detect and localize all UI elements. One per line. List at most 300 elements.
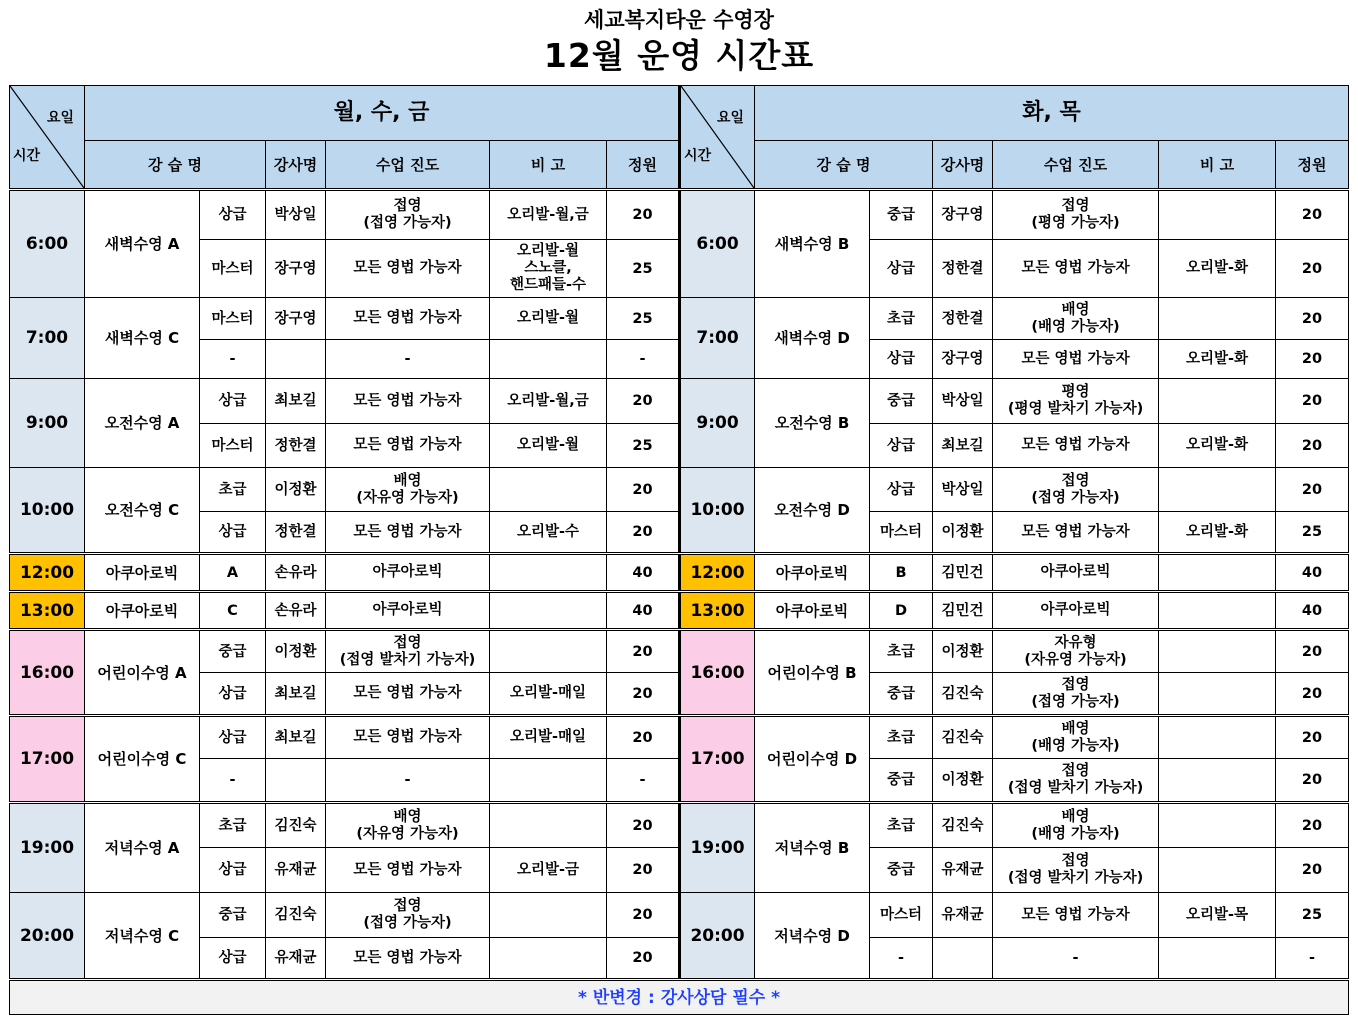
capacity-cell: 25 bbox=[607, 424, 680, 468]
schedule-row bbox=[10, 190, 1349, 240]
instructor-name: 김진숙 bbox=[933, 716, 993, 759]
class-level: 상급 bbox=[200, 716, 266, 759]
schedule-row bbox=[10, 592, 1349, 630]
text-line: 스노클, bbox=[524, 260, 572, 276]
class-name: 저녁수영 D bbox=[755, 893, 870, 980]
progress-cell bbox=[326, 848, 490, 893]
note-cell bbox=[490, 554, 607, 592]
capacity-cell: 20 bbox=[1276, 340, 1349, 379]
progress-cell bbox=[326, 340, 490, 379]
text-line: 오리발-화 bbox=[1185, 523, 1249, 540]
class-level: 상급 bbox=[870, 340, 933, 379]
text-line: - bbox=[404, 771, 411, 788]
capacity-cell: 25 bbox=[607, 240, 680, 298]
text-line: (접영 가능자) bbox=[1031, 693, 1120, 710]
progress-cell bbox=[993, 340, 1159, 379]
class-level: 상급 bbox=[200, 938, 266, 980]
corner-time-label: 시간 bbox=[684, 148, 712, 164]
text-line: 모든 영법 가능자 bbox=[353, 523, 462, 540]
note-cell bbox=[490, 673, 607, 716]
schedule-row bbox=[10, 468, 1349, 512]
time-slot: 19:00 bbox=[680, 803, 755, 893]
text-line: 오리발-월 bbox=[516, 310, 580, 326]
class-name: 오전수영 B bbox=[755, 379, 870, 468]
capacity-cell: 20 bbox=[607, 379, 680, 424]
class-level: A bbox=[200, 554, 266, 592]
corner-time-label: 시간 bbox=[13, 148, 41, 164]
instructor-name: 정한결 bbox=[933, 298, 993, 340]
instructor-name: 이정환 bbox=[266, 630, 326, 673]
time-slot: 17:00 bbox=[10, 716, 85, 803]
note-cell bbox=[490, 893, 607, 938]
note-cell bbox=[1159, 848, 1276, 893]
note-cell bbox=[490, 240, 607, 298]
instructor-name: 김진숙 bbox=[933, 673, 993, 716]
progress-cell bbox=[993, 630, 1159, 673]
progress-cell bbox=[993, 190, 1159, 240]
progress-cell bbox=[326, 938, 490, 980]
instructor-name: 최보길 bbox=[266, 379, 326, 424]
capacity-cell: 20 bbox=[607, 893, 680, 938]
corner-day-label: 요일 bbox=[716, 110, 745, 126]
capacity-cell: 20 bbox=[1276, 240, 1349, 298]
time-slot: 20:00 bbox=[680, 893, 755, 980]
schedule-row bbox=[10, 340, 1349, 379]
class-level: 상급 bbox=[200, 848, 266, 893]
text-line: 오리발-월,금 bbox=[507, 206, 589, 223]
class-name: 새벽수영 A bbox=[85, 190, 200, 298]
text-line: (평영 가능자) bbox=[1031, 215, 1120, 231]
progress-cell bbox=[326, 190, 490, 240]
note-cell bbox=[1159, 240, 1276, 298]
text-line: 접영 bbox=[1061, 763, 1090, 779]
schedule-row bbox=[10, 673, 1349, 716]
timetable bbox=[9, 85, 1349, 1015]
capacity-cell: 20 bbox=[607, 468, 680, 512]
capacity-cell: - bbox=[607, 759, 680, 803]
progress-cell bbox=[993, 512, 1159, 554]
schedule-row bbox=[10, 803, 1349, 848]
class-name: 어린이수영 D bbox=[755, 716, 870, 803]
schedule-row bbox=[10, 379, 1349, 424]
class-level: 중급 bbox=[870, 379, 933, 424]
class-name: 저녁수영 B bbox=[755, 803, 870, 893]
class-name: 어린이수영 A bbox=[85, 630, 200, 716]
progress-cell bbox=[326, 554, 490, 592]
text-line: (접영 발차기 가능자) bbox=[1007, 870, 1144, 886]
instructor-name: 정한결 bbox=[266, 424, 326, 468]
note-cell bbox=[490, 592, 607, 630]
capacity-cell: 25 bbox=[607, 298, 680, 340]
note-cell bbox=[1159, 803, 1276, 848]
text-line: 아쿠아로빅 bbox=[372, 564, 443, 580]
text-line: 오리발-매일 bbox=[509, 729, 587, 745]
class-name: 어린이수영 B bbox=[755, 630, 870, 716]
progress-cell bbox=[993, 759, 1159, 803]
note-cell bbox=[490, 759, 607, 803]
schedule-row bbox=[10, 848, 1349, 893]
capacity-cell: 20 bbox=[1276, 848, 1349, 893]
class-level: 마스터 bbox=[870, 893, 933, 938]
text-line: - bbox=[1072, 949, 1079, 966]
days-header-mon-wed-fri: 월, 수, 금 bbox=[85, 86, 680, 141]
schedule-row bbox=[10, 759, 1349, 803]
class-level: 중급 bbox=[870, 759, 933, 803]
class-name: 아쿠아로빅 bbox=[755, 592, 870, 630]
note-cell bbox=[490, 716, 607, 759]
schedule-row bbox=[10, 630, 1349, 673]
class-level: 초급 bbox=[870, 298, 933, 340]
progress-cell bbox=[993, 938, 1159, 980]
text-line: 오리발-목 bbox=[1185, 906, 1249, 923]
instructor-name: 장구영 bbox=[933, 190, 993, 240]
capacity-cell: 20 bbox=[1276, 673, 1349, 716]
note-cell bbox=[490, 848, 607, 893]
corner-header-left bbox=[10, 86, 85, 190]
col-header-instructor: 강사명 bbox=[266, 141, 326, 190]
class-name: 저녁수영 C bbox=[85, 893, 200, 980]
note-cell bbox=[490, 468, 607, 512]
class-name: 새벽수영 D bbox=[755, 298, 870, 379]
time-slot: 16:00 bbox=[10, 630, 85, 716]
instructor-name: 이정환 bbox=[933, 630, 993, 673]
instructor-name: 장구영 bbox=[266, 298, 326, 340]
instructor-name: 이정환 bbox=[933, 759, 993, 803]
class-level: 상급 bbox=[870, 424, 933, 468]
time-slot: 13:00 bbox=[10, 592, 85, 630]
note-cell bbox=[1159, 340, 1276, 379]
class-level: 마스터 bbox=[200, 240, 266, 298]
capacity-cell: 20 bbox=[607, 512, 680, 554]
class-level: 상급 bbox=[200, 512, 266, 554]
col-header-progress: 수업 진도 bbox=[326, 141, 490, 190]
time-slot: 7:00 bbox=[10, 298, 85, 379]
text-line: (접영 가능자) bbox=[1031, 489, 1120, 506]
text-line: 접영 bbox=[1061, 853, 1090, 869]
capacity-cell: 40 bbox=[607, 554, 680, 592]
schedule-row bbox=[10, 240, 1349, 298]
note-cell bbox=[490, 379, 607, 424]
text-line: 모든 영법 가능자 bbox=[353, 729, 462, 745]
text-line: 아쿠아로빅 bbox=[1040, 564, 1111, 580]
instructor-name: 최보길 bbox=[933, 424, 993, 468]
note-cell bbox=[1159, 759, 1276, 803]
text-line: 모든 영법 가능자 bbox=[353, 437, 462, 453]
note-cell bbox=[1159, 673, 1276, 716]
class-level: 초급 bbox=[870, 716, 933, 759]
text-line: 오리발-수 bbox=[516, 523, 580, 540]
text-line: (접영 가능자) bbox=[363, 915, 452, 931]
instructor-name: 손유라 bbox=[266, 554, 326, 592]
capacity-cell: 20 bbox=[607, 673, 680, 716]
col-header-note: 비 고 bbox=[1159, 141, 1276, 190]
instructor-name: 이정환 bbox=[933, 512, 993, 554]
class-level: 초급 bbox=[200, 803, 266, 848]
class-level: C bbox=[200, 592, 266, 630]
progress-cell bbox=[326, 468, 490, 512]
instructor-name: 김진숙 bbox=[266, 893, 326, 938]
schedule-row bbox=[10, 424, 1349, 468]
note-cell bbox=[1159, 554, 1276, 592]
text-line: 모든 영법 가능자 bbox=[353, 392, 462, 409]
text-line: - bbox=[404, 350, 411, 367]
note-cell bbox=[490, 340, 607, 379]
schedule-row bbox=[10, 893, 1349, 938]
schedule-row bbox=[10, 716, 1349, 759]
progress-cell bbox=[326, 592, 490, 630]
instructor-name: 김민건 bbox=[933, 554, 993, 592]
text-line: 배영 bbox=[393, 472, 422, 489]
instructor-name: 김민건 bbox=[933, 592, 993, 630]
progress-cell bbox=[326, 803, 490, 848]
col-header-progress: 수업 진도 bbox=[993, 141, 1159, 190]
instructor-name: 유재균 bbox=[266, 848, 326, 893]
text-line: 오리발-금 bbox=[516, 861, 580, 878]
text-line: (배영 가능자) bbox=[1031, 318, 1120, 335]
note-cell bbox=[1159, 512, 1276, 554]
class-level: 상급 bbox=[200, 190, 266, 240]
corner-header-right bbox=[680, 86, 755, 190]
capacity-cell: 20 bbox=[607, 190, 680, 240]
time-slot: 9:00 bbox=[680, 379, 755, 468]
text-line: 모든 영법 가능자 bbox=[1021, 523, 1130, 540]
schedule-row bbox=[10, 298, 1349, 340]
class-name: 아쿠아로빅 bbox=[85, 554, 200, 592]
capacity-cell: 20 bbox=[1276, 468, 1349, 512]
progress-cell bbox=[993, 379, 1159, 424]
class-level: 상급 bbox=[200, 673, 266, 716]
note-cell bbox=[1159, 938, 1276, 980]
progress-cell bbox=[993, 848, 1159, 893]
instructor-name: 최보길 bbox=[266, 716, 326, 759]
note-cell bbox=[1159, 468, 1276, 512]
time-slot: 16:00 bbox=[680, 630, 755, 716]
time-slot: 7:00 bbox=[680, 298, 755, 379]
class-level: 중급 bbox=[870, 673, 933, 716]
class-name: 오전수영 D bbox=[755, 468, 870, 554]
text-line: 모든 영법 가능자 bbox=[1021, 350, 1130, 367]
capacity-cell: 20 bbox=[607, 848, 680, 893]
capacity-cell: 20 bbox=[1276, 298, 1349, 340]
text-line: 배영 bbox=[393, 808, 422, 825]
text-line: (평영 발차기 가능자) bbox=[1007, 401, 1144, 417]
schedule-row bbox=[10, 554, 1349, 592]
text-line: (자유영 가능자) bbox=[356, 825, 459, 842]
time-slot: 19:00 bbox=[10, 803, 85, 893]
instructor-name: 장구영 bbox=[266, 240, 326, 298]
instructor-name: 김진숙 bbox=[266, 803, 326, 848]
text-line: 모든 영법 가능자 bbox=[1021, 906, 1130, 923]
progress-cell bbox=[993, 592, 1159, 630]
instructor-name: 유재균 bbox=[266, 938, 326, 980]
progress-cell bbox=[993, 803, 1159, 848]
col-header-capacity: 정원 bbox=[607, 141, 680, 190]
col-header-note: 비 고 bbox=[490, 141, 607, 190]
instructor-name bbox=[266, 340, 326, 379]
text-line: 모든 영법 가능자 bbox=[353, 685, 462, 701]
progress-cell bbox=[326, 630, 490, 673]
text-line: (자유영 가능자) bbox=[356, 489, 459, 506]
class-level: 상급 bbox=[870, 240, 933, 298]
text-line: (배영 가능자) bbox=[1031, 737, 1120, 754]
text-line: 평영 bbox=[1061, 384, 1090, 400]
capacity-cell: 20 bbox=[1276, 190, 1349, 240]
progress-cell bbox=[326, 893, 490, 938]
capacity-cell: 40 bbox=[1276, 554, 1349, 592]
class-level: 마스터 bbox=[870, 512, 933, 554]
instructor-name: 박상일 bbox=[266, 190, 326, 240]
class-level: B bbox=[870, 554, 933, 592]
instructor-name: 유재균 bbox=[933, 848, 993, 893]
text-line: 접영 bbox=[393, 898, 422, 914]
class-level: - bbox=[200, 759, 266, 803]
class-level: 초급 bbox=[870, 803, 933, 848]
capacity-cell: - bbox=[1276, 938, 1349, 980]
text-line: (자유영 가능자) bbox=[1024, 651, 1127, 668]
note-cell bbox=[490, 424, 607, 468]
col-header-capacity: 정원 bbox=[1276, 141, 1349, 190]
text-line: 배영 bbox=[1061, 301, 1090, 318]
class-name: 새벽수영 B bbox=[755, 190, 870, 298]
text-line: 오리발-화 bbox=[1185, 437, 1249, 453]
text-line: 모든 영법 가능자 bbox=[353, 260, 462, 276]
capacity-cell: 20 bbox=[1276, 759, 1349, 803]
note-cell bbox=[1159, 716, 1276, 759]
text-line: 모든 영법 가능자 bbox=[1021, 260, 1130, 276]
progress-cell bbox=[993, 240, 1159, 298]
instructor-name: 박상일 bbox=[933, 468, 993, 512]
class-level: 초급 bbox=[870, 630, 933, 673]
note-cell bbox=[1159, 379, 1276, 424]
progress-cell bbox=[326, 716, 490, 759]
col-header-class: 강 습 명 bbox=[85, 141, 266, 190]
class-name: 아쿠아로빅 bbox=[85, 592, 200, 630]
text-line: 접영 bbox=[393, 198, 422, 214]
class-level: D bbox=[870, 592, 933, 630]
text-line: 오리발-매일 bbox=[509, 685, 587, 701]
capacity-cell: 40 bbox=[1276, 592, 1349, 630]
progress-cell bbox=[326, 759, 490, 803]
capacity-cell: 20 bbox=[1276, 379, 1349, 424]
text-line: 아쿠아로빅 bbox=[372, 602, 443, 618]
class-level: 상급 bbox=[870, 468, 933, 512]
note-cell bbox=[1159, 424, 1276, 468]
footer-notice: * 반변경 : 강사상담 필수 * bbox=[10, 980, 1349, 1015]
instructor-name: 이정환 bbox=[266, 468, 326, 512]
schedule-row bbox=[10, 938, 1349, 980]
progress-cell bbox=[326, 379, 490, 424]
capacity-cell: 20 bbox=[1276, 630, 1349, 673]
time-slot: 6:00 bbox=[680, 190, 755, 298]
corner-day-label: 요일 bbox=[46, 110, 74, 126]
class-name: 어린이수영 C bbox=[85, 716, 200, 803]
time-slot: 13:00 bbox=[680, 592, 755, 630]
progress-cell bbox=[993, 673, 1159, 716]
text-line: 오리발-화 bbox=[1185, 350, 1249, 367]
capacity-cell: 20 bbox=[1276, 803, 1349, 848]
capacity-cell: 20 bbox=[607, 803, 680, 848]
time-slot: 17:00 bbox=[680, 716, 755, 803]
text-line: 모든 영법 가능자 bbox=[353, 949, 462, 966]
progress-cell bbox=[326, 512, 490, 554]
instructor-name: 정한결 bbox=[266, 512, 326, 554]
text-line: (접영 발차기 가능자) bbox=[1007, 780, 1144, 796]
time-slot: 9:00 bbox=[10, 379, 85, 468]
pool-name: 세교복지타운 수영장 bbox=[584, 8, 774, 32]
class-name: 저녁수영 A bbox=[85, 803, 200, 893]
instructor-name bbox=[266, 759, 326, 803]
note-cell bbox=[490, 298, 607, 340]
text-line: 오리발-화 bbox=[1185, 260, 1249, 276]
progress-cell bbox=[326, 298, 490, 340]
class-level: 중급 bbox=[870, 190, 933, 240]
capacity-cell: 25 bbox=[1276, 893, 1349, 938]
capacity-cell: 20 bbox=[607, 716, 680, 759]
note-cell bbox=[1159, 630, 1276, 673]
text-line: 접영 bbox=[1061, 472, 1090, 489]
text-line: 오리발-월,금 bbox=[507, 392, 589, 409]
instructor-name: 정한결 bbox=[933, 240, 993, 298]
class-level: 초급 bbox=[200, 468, 266, 512]
class-level: 중급 bbox=[200, 893, 266, 938]
capacity-cell: 20 bbox=[1276, 716, 1349, 759]
time-slot: 20:00 bbox=[10, 893, 85, 980]
days-header-tue-thu: 화, 목 bbox=[755, 86, 1349, 141]
class-level: 중급 bbox=[870, 848, 933, 893]
text-line: 접영 bbox=[1061, 198, 1090, 214]
capacity-cell: 20 bbox=[1276, 424, 1349, 468]
class-name: 오전수영 A bbox=[85, 379, 200, 468]
instructor-name: 김진숙 bbox=[933, 803, 993, 848]
class-level: 상급 bbox=[200, 379, 266, 424]
instructor-name: 최보길 bbox=[266, 673, 326, 716]
text-line: 오리발-월 bbox=[516, 437, 580, 453]
text-line: 모든 영법 가능자 bbox=[353, 861, 462, 878]
text-line: 핸드패들-수 bbox=[509, 277, 587, 293]
capacity-cell: 25 bbox=[1276, 512, 1349, 554]
capacity-cell: 20 bbox=[607, 938, 680, 980]
text-line: 모든 영법 가능자 bbox=[353, 310, 462, 326]
text-line: 모든 영법 가능자 bbox=[1021, 437, 1130, 453]
time-slot: 12:00 bbox=[680, 554, 755, 592]
class-level: 마스터 bbox=[200, 424, 266, 468]
class-name: 새벽수영 C bbox=[85, 298, 200, 379]
note-cell bbox=[1159, 298, 1276, 340]
instructor-name: 장구영 bbox=[933, 340, 993, 379]
capacity-cell: 40 bbox=[607, 592, 680, 630]
progress-cell bbox=[326, 673, 490, 716]
time-slot: 12:00 bbox=[10, 554, 85, 592]
instructor-name: 박상일 bbox=[933, 379, 993, 424]
instructor-name: 유재균 bbox=[933, 893, 993, 938]
class-level: - bbox=[870, 938, 933, 980]
col-header-instructor: 강사명 bbox=[933, 141, 993, 190]
class-level: 중급 bbox=[200, 630, 266, 673]
progress-cell bbox=[993, 424, 1159, 468]
text-line: 접영 bbox=[1061, 676, 1090, 693]
time-slot: 10:00 bbox=[680, 468, 755, 554]
text-line: 오리발-월 bbox=[516, 243, 580, 259]
instructor-name: 손유라 bbox=[266, 592, 326, 630]
note-cell bbox=[1159, 592, 1276, 630]
progress-cell bbox=[993, 298, 1159, 340]
time-slot: 6:00 bbox=[10, 190, 85, 298]
note-cell bbox=[490, 190, 607, 240]
text-line: 배영 bbox=[1061, 808, 1090, 825]
text-line: (배영 가능자) bbox=[1031, 825, 1120, 842]
text-line: (접영 가능자) bbox=[363, 215, 452, 231]
progress-cell bbox=[993, 893, 1159, 938]
